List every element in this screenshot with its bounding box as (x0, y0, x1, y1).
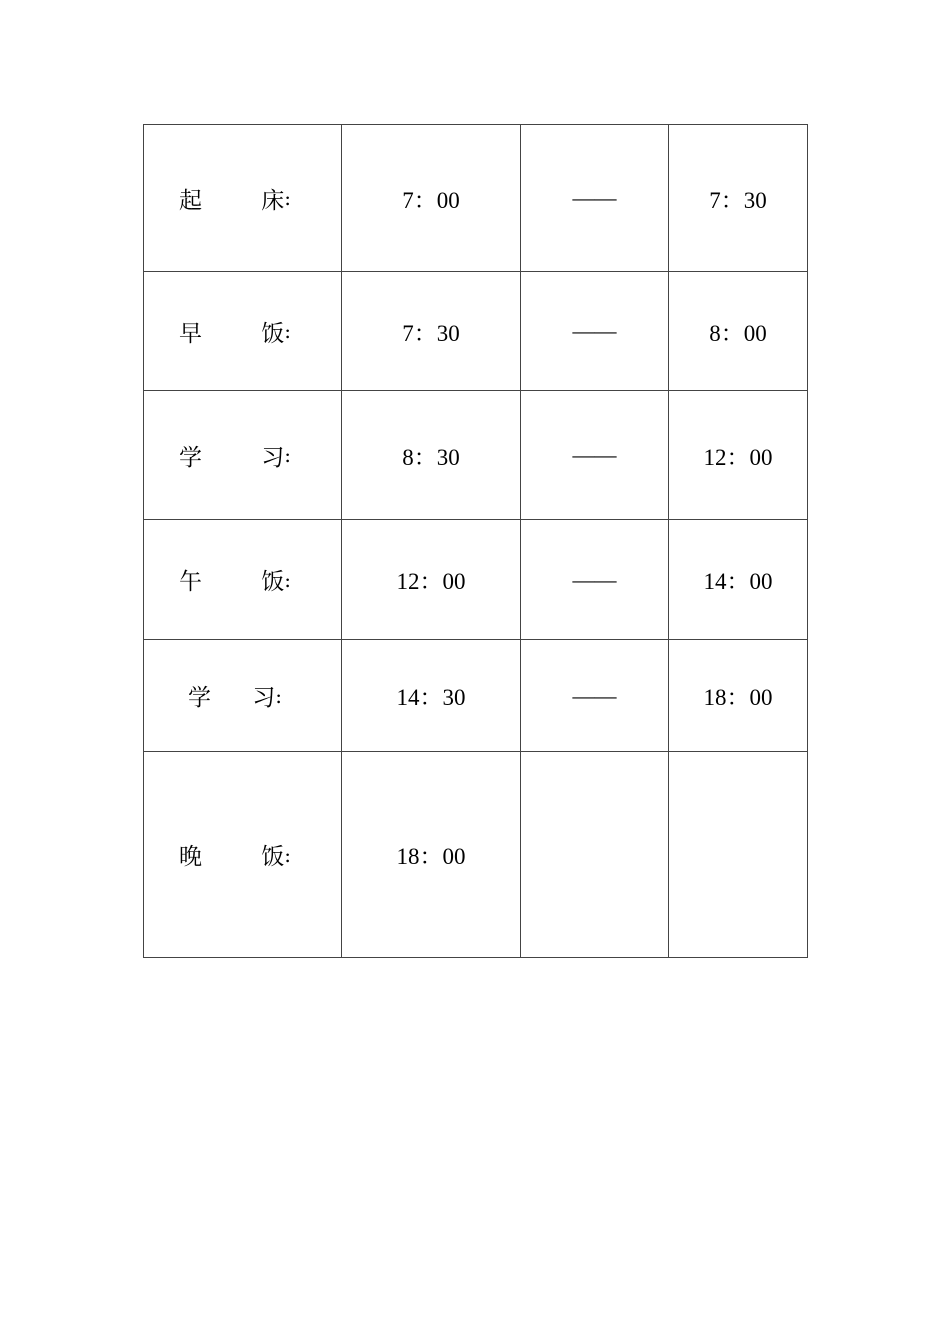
end-time-cell (669, 752, 808, 958)
activity-label (179, 182, 291, 215)
separator-dash: —— (572, 442, 617, 467)
separator-dash: —— (572, 318, 617, 343)
activity-char-1: 晚 (179, 844, 202, 870)
end-time-cell: 12：00 (669, 391, 808, 520)
start-time-cell: 14：30 (342, 640, 521, 752)
activity-label (179, 439, 291, 472)
activity-char-1: 起 (179, 187, 202, 214)
end-time-cell: 18：00 (669, 640, 808, 752)
activity-colon: : (284, 443, 291, 467)
activity-label (179, 563, 291, 596)
activity-char-1: 午 (179, 569, 202, 595)
activity-cell (144, 520, 342, 640)
table-row (144, 520, 808, 640)
activity-colon: : (284, 567, 291, 592)
separator-cell (521, 391, 669, 520)
separator-cell (521, 520, 669, 640)
activity-char-2: 饭 (261, 569, 285, 595)
table-row (144, 640, 808, 752)
start-time-cell: 18：00 (342, 752, 521, 958)
separator-dash: —— (572, 682, 617, 708)
end-time-cell: 8：00 (669, 272, 808, 391)
start-time-cell: 8：30 (342, 391, 521, 520)
separator-cell (521, 640, 669, 752)
activity-label (179, 838, 291, 871)
activity-char-2: 床 (261, 187, 285, 214)
separator-cell (521, 272, 669, 391)
separator-dash: —— (572, 566, 617, 592)
activity-char-2: 习 (261, 444, 285, 471)
start-time-cell: 7：30 (342, 272, 521, 391)
table-row (144, 125, 808, 272)
separator-cell (521, 125, 669, 272)
activity-cell (144, 752, 342, 958)
activity-char-2: 饭 (261, 320, 285, 347)
start-time-cell: 12：00 (342, 520, 521, 640)
table-row (144, 752, 808, 958)
activity-cell (144, 391, 342, 520)
end-time-cell: 14：00 (669, 520, 808, 640)
activity-char-1: 早 (179, 320, 202, 347)
separator-dash: —— (572, 185, 617, 210)
end-time-cell: 7：30 (669, 125, 808, 272)
activity-label (188, 679, 282, 712)
activity-cell (144, 125, 342, 272)
activity-colon: : (284, 842, 291, 867)
activity-char-2: 饭 (261, 844, 285, 870)
activity-char-1: 学 (188, 685, 211, 711)
schedule-table (143, 124, 808, 958)
activity-label (179, 315, 291, 348)
activity-colon: : (284, 319, 291, 343)
table-row (144, 272, 808, 391)
activity-colon: : (275, 683, 282, 708)
activity-char-1: 学 (179, 444, 202, 471)
start-time-cell: 7：00 (342, 125, 521, 272)
activity-char-2: 习 (252, 685, 276, 711)
activity-colon: : (284, 186, 291, 210)
activity-cell (144, 640, 342, 752)
table-row (144, 391, 808, 520)
separator-cell (521, 752, 669, 958)
activity-cell (144, 272, 342, 391)
